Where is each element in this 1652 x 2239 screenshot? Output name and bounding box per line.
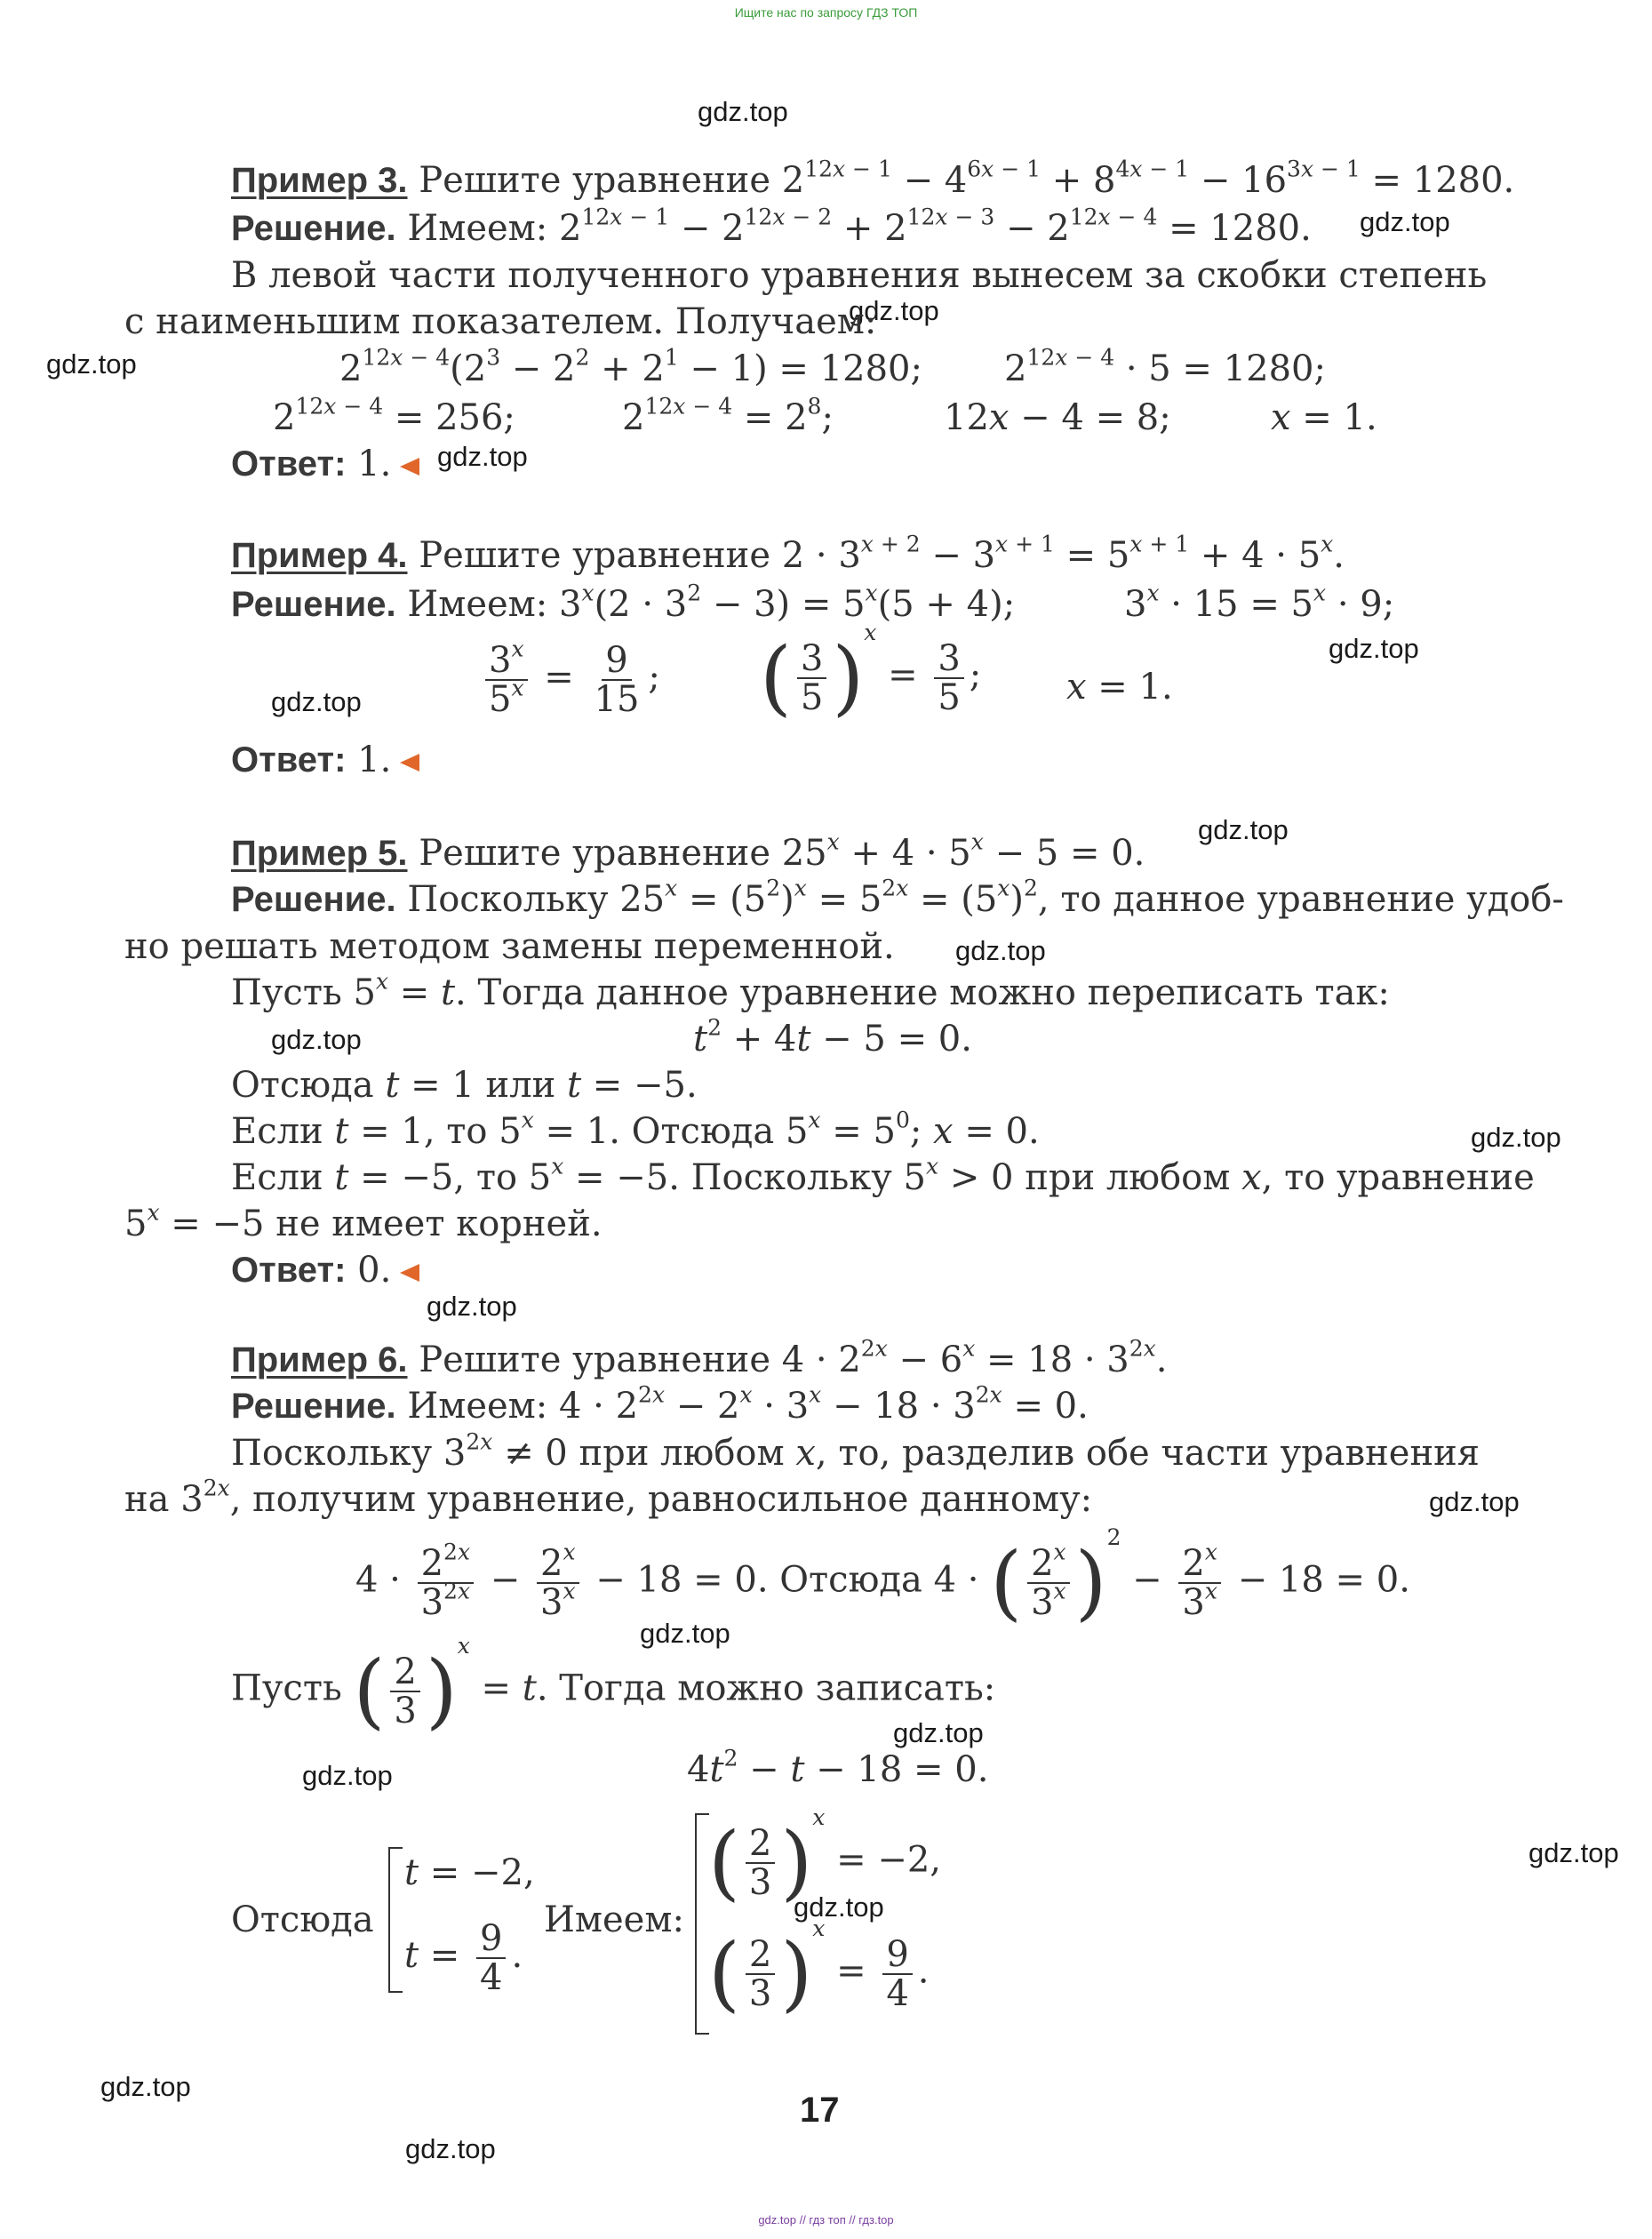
task-text: Решите уравнение (419, 1339, 771, 1380)
answer-value: 1. (357, 740, 392, 780)
text: Отсюда (231, 1065, 374, 1106)
text: Отсюда (631, 1111, 775, 1152)
example-6-label: Пример 6. (231, 1340, 408, 1379)
answer-label: Ответ: (231, 740, 347, 780)
example-3-answer (231, 442, 419, 486)
watermark: gdz.top (1429, 1486, 1520, 1517)
text-line: Пусть ( $\frac{2}{3}$ )$^x$ = t. Тогда можно записать: (231, 1633, 996, 1739)
end-marker-icon (400, 754, 419, 772)
example-6-statement: Пример 6. Решите уравнение $4 \cdot 2^{2x} - 6^x = 18 \cdot 3^{2x}$. (231, 1335, 1168, 1380)
solution-label: Решение. (231, 1387, 396, 1426)
example-3-statement: Пример 3. Решите уравнение $2^{12x - 1} - 4^{6x - 1} + 8^{4x - 1} - 16^{3x - 1} = 1280$. (231, 156, 1515, 201)
example-5-answer (231, 1248, 419, 1292)
text: Имеем: (544, 1899, 684, 1940)
example-4-statement: Пример 4. Решите уравнение $2 \cdot 3^{x + 2} - 3^{x + 1} = 5^{x + 1} + 4 \cdot 5^x$. (231, 531, 1345, 576)
equation: $2^{12x - 4} = 256$; (273, 393, 515, 438)
text-line: на $3^{2x}$, получим уравнение, равносильное данному: (124, 1475, 1093, 1520)
fraction-equation: 4 · $\frac{2^{2x}}{3^{2x}}$ − $\frac{2^x}{3^x}$ − 18 = 0. Отсюда 4 · ( $\frac{2^x}{3^x}$ )$^2$ − $\frac{2^x}{3^x}$ − 18 = 0. (355, 1524, 1410, 1630)
task-text: Решите уравнение (419, 833, 771, 874)
answer-value: 1. (357, 444, 392, 484)
example-6-solution: Решение. Имеем: $4 \cdot 2^{2x} - 2^x \cdot 3^x - 18 \cdot 3^{2x} = 0$. (231, 1381, 1089, 1427)
example-3-label: Пример 3. (231, 161, 408, 200)
text: Тогда можно записать: (559, 1667, 996, 1709)
watermark: gdz.top (302, 1760, 393, 1791)
solution-label: Решение. (231, 585, 396, 624)
equation: ( $\frac{2}{3}$ )$^x$ = $\frac{9}{4}$ . (708, 1915, 930, 2021)
watermark: gdz.top (893, 1717, 984, 1748)
answer-label: Ответ: (231, 444, 347, 484)
equation: $2^{12x - 4} = 2^8$; (622, 393, 834, 438)
watermark: gdz.top (405, 2133, 496, 2164)
watermark: gdz.top (698, 96, 788, 127)
text: при любом (579, 1433, 785, 1474)
equation: $2^{12x - 4}(2^3 - 2^2 + 2^1 - 1) = 1280$; (339, 344, 922, 389)
text: Поскольку (231, 1433, 433, 1474)
equation: x = 1. (1271, 397, 1377, 438)
watermark: gdz.top (271, 686, 362, 717)
text-line: Отсюда t = 1 или t = −5. (231, 1065, 698, 1106)
have-text: Имеем: (407, 584, 548, 625)
equation: $2^{12x - 4} \cdot 5 = 1280$; (1004, 344, 1326, 389)
equation: 12x − 4 = 8; (944, 397, 1171, 438)
example-4-answer (231, 738, 419, 782)
top-banner: Ищите нас по запросу ГДЗ ТОП (734, 5, 918, 20)
watermark: gdz.top (271, 1024, 362, 1055)
fraction-equation: $\frac{3^x}{5^x}$ = $\frac{9}{15}$ ; (480, 642, 660, 718)
watermark: gdz.top (849, 295, 939, 326)
solution-label: Решение. (231, 209, 396, 248)
text: Отсюда (779, 1559, 922, 1601)
text: Пусть (231, 972, 342, 1013)
watermark: gdz.top (955, 935, 1046, 966)
text: Поскольку (407, 879, 609, 920)
have-text: Имеем: (407, 1386, 548, 1427)
text: то уравнение (1284, 1157, 1535, 1198)
equation: x = 1. (1066, 667, 1173, 708)
example-3-paragraph-1: В левой части полученного уравнения вынесем за скобки степень (231, 255, 1488, 296)
watermark: gdz.top (46, 348, 137, 380)
equation: $3^x \cdot 15 = 5^x \cdot 9$; (1124, 580, 1395, 625)
text-line: Поскольку $3^{2x} \ne 0$ при любом x, то, разделив обе части уравнения (231, 1428, 1480, 1474)
text: то (446, 1111, 488, 1152)
example-5-solution: Решение. Поскольку $25^x = (5^2)^x = 5^{2x} = (5^x)^2$, то данное уравнение удоб- (231, 875, 1564, 920)
text: Пусть (231, 1667, 342, 1709)
task-text: Решите уравнение (419, 535, 771, 576)
text: или (485, 1065, 556, 1106)
solution-label: Решение. (231, 880, 396, 919)
example-3-paragraph-2: с наименьшим показателем. Получаем: (124, 301, 877, 342)
text: Тогда данное уравнение можно переписать так: (477, 972, 1390, 1013)
page-number: 17 (800, 2091, 840, 2130)
watermark: gdz.top (437, 441, 528, 472)
watermark: gdz.top (1528, 1837, 1619, 1868)
equation: $4t^2 - t - 18 = 0$. (687, 1745, 989, 1790)
text-line: Если t = 1, то $5^x = 1$. Отсюда $5^x = 5^0$; x = 0. (231, 1107, 1040, 1152)
task-text: Решите уравнение (419, 160, 771, 201)
equation: $t^2 + 4t - 5 = 0$. (693, 1014, 972, 1060)
equation: t = −2, (404, 1852, 535, 1893)
text: при любом (1025, 1157, 1231, 1198)
have-text: Имеем: (407, 208, 548, 249)
end-marker-icon (400, 458, 419, 476)
end-marker-icon (400, 1264, 419, 1282)
watermark: gdz.top (1360, 206, 1450, 237)
text: не имеет корней. (275, 1203, 603, 1244)
answer-label: Ответ: (231, 1251, 347, 1290)
text-line: $5^x = -5$ не имеет корней. (124, 1199, 603, 1244)
answer-value: 0. (357, 1250, 392, 1291)
watermark: gdz.top (794, 1891, 884, 1923)
example-4-label: Пример 4. (231, 536, 408, 575)
example-3-solution: Решение. Имеем: $2^{12x - 1} - 2^{12x - 2} + 2^{12x - 3} - 2^{12x - 4} = 1280$. (231, 204, 1312, 249)
watermark: gdz.top (100, 2071, 191, 2102)
text: то, разделив обе части уравнения (838, 1433, 1480, 1474)
text: на (124, 1479, 170, 1520)
text: получим уравнение, равносильное данному: (252, 1479, 1093, 1520)
system-bracket (695, 1813, 709, 2035)
text-line: Если t = −5, то $5^x = -5$. Поскольку $5^x > 0$ при любом x, то уравнение (231, 1153, 1535, 1198)
text: Если (231, 1111, 323, 1152)
equation: t = $\frac{9}{4}$ . (404, 1918, 523, 1998)
text: то (475, 1157, 518, 1198)
example-4-solution: Решение. Имеем: $3^x(2 \cdot 3^2 - 3) = 5^x(5 + 4)$; (231, 580, 1016, 625)
text: Отсюда (231, 1899, 374, 1940)
example-5-label: Пример 5. (231, 834, 408, 873)
watermark: gdz.top (640, 1618, 730, 1649)
text: Если (231, 1157, 323, 1198)
fraction-equation: ( $\frac{3}{5}$ )$^x$ = $\frac{3}{5}$ ; (760, 620, 982, 725)
bottom-banner: gdz.top // гдз топ // гдз.top (758, 2213, 894, 2227)
text: то данное уравнение удоб- (1060, 879, 1564, 920)
equation: ( $\frac{2}{3}$ )$^x$ = −2, (708, 1804, 941, 1910)
watermark: gdz.top (1198, 814, 1289, 845)
watermark: gdz.top (427, 1291, 517, 1322)
system-bracket (388, 1847, 403, 1993)
watermark: gdz.top (1471, 1122, 1561, 1153)
text-line: Пусть $5^x = t$. Тогда данное уравнение можно переписать так: (231, 968, 1390, 1013)
text: но решать методом замены переменной. (124, 926, 895, 967)
watermark: gdz.top (1329, 633, 1419, 664)
example-5-statement: Пример 5. Решите уравнение $25^x + 4 \cdot 5^x - 5 = 0$. (231, 828, 1145, 874)
text: Поскольку (690, 1157, 892, 1198)
